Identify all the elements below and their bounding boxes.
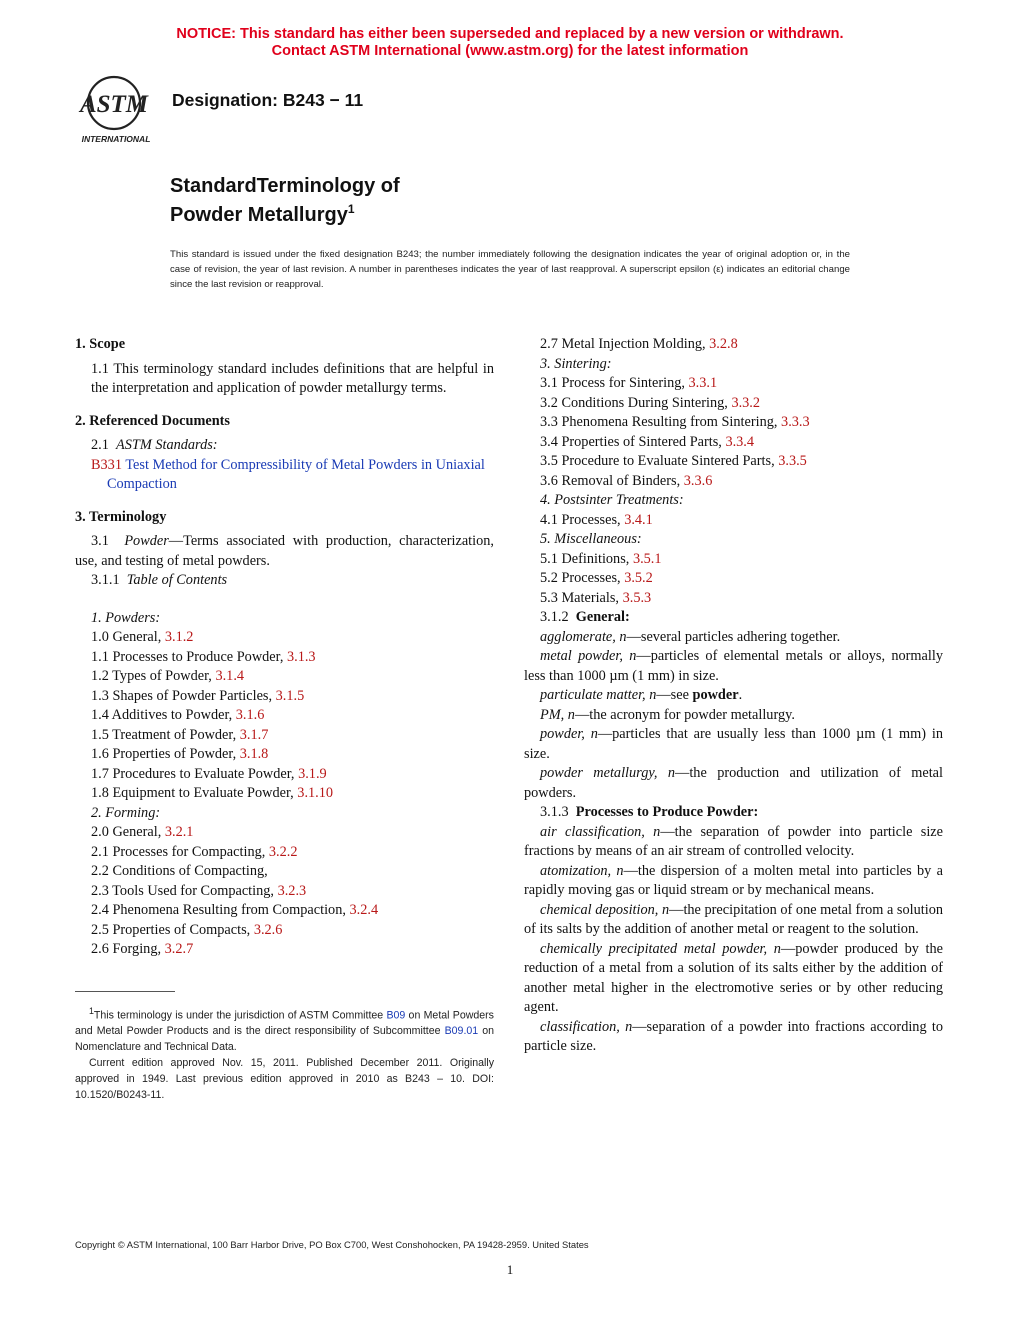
logo-international: INTERNATIONAL bbox=[81, 134, 151, 144]
section-heading-referenced-documents: 2. Referenced Documents bbox=[75, 412, 230, 429]
toc-item bbox=[75, 628, 494, 648]
definition-term: PM, n bbox=[540, 706, 575, 723]
toc-section-link[interactable]: 3.1.7 bbox=[239, 726, 269, 743]
definition-term: atomization, n bbox=[540, 862, 624, 879]
toc-item bbox=[524, 413, 943, 433]
definition-text: —the acronym for powder metallurgy. bbox=[574, 706, 795, 723]
toc-item-label: 2.1 Processes for Compacting, bbox=[91, 843, 269, 860]
page-number: 1 bbox=[506, 1262, 514, 1277]
toc-item-label: 1.2 Types of Powder, bbox=[91, 668, 216, 684]
toc-item bbox=[524, 589, 943, 609]
toc-item bbox=[524, 472, 943, 492]
notice-line-2: Contact ASTM International (www.astm.org) for the latest information bbox=[271, 43, 749, 59]
toc-item bbox=[75, 687, 494, 707]
toc-section-link[interactable]: 3.3.1 bbox=[688, 375, 718, 391]
toc-heading-sintering: 3. Sintering: bbox=[540, 355, 612, 372]
process-definitions bbox=[524, 823, 943, 1057]
subsection-heading-general: 3.1.2 General: bbox=[540, 609, 630, 625]
scope-paragraph: 1.1 This terminology standard includes definitions that are helpful in the interpretation and application of powder metallurgy terms. bbox=[91, 360, 494, 396]
terminology-paragraph: 3.1 Powder—Terms associated with production, characterization, use, and testing of metal powders. bbox=[75, 533, 495, 569]
toc-heading-powders: 1. Powders: bbox=[91, 609, 161, 626]
toc-item-label: 3.4 Properties of Sintered Parts, bbox=[540, 433, 726, 450]
toc-forming-list-continued bbox=[524, 335, 943, 355]
toc-item-label: 1.1 Processes to Produce Powder, bbox=[91, 648, 287, 665]
definition-entry bbox=[524, 940, 943, 1018]
definition-cross-reference: powder bbox=[692, 687, 739, 703]
definition-text: —particles of elemental metals or alloys, normally less than 1000 µm (1 mm) in size. bbox=[524, 648, 943, 684]
toc-section-link[interactable]: 3.2.3 bbox=[277, 882, 307, 899]
definition-term: particulate matter, n bbox=[540, 687, 657, 703]
definition-text: —separation of a powder into fractions according to particle size. bbox=[524, 1018, 943, 1054]
supersede-notice bbox=[0, 26, 1020, 60]
toc-section-link[interactable]: 3.2.7 bbox=[164, 941, 194, 957]
toc-item-label: 2.6 Forging, bbox=[91, 941, 165, 957]
footnote-paragraph-2: Current edition approved Nov. 15, 2011. Published December 2011. Originally approved in 1949. Last previous edition approved in 2010 as B243 – 10. DOI: 10.1520/B0243-11. bbox=[75, 1056, 494, 1101]
definition-text: —powder produced by the reduction of a metal from a solution of its salts either by the addition of another metal higher in the electromotive series or by other reducing agent. bbox=[524, 940, 944, 1015]
toc-section-link[interactable]: 3.1.3 bbox=[286, 648, 316, 665]
footnote bbox=[75, 1004, 494, 1103]
footnote-rule bbox=[75, 991, 175, 992]
definition-term: air classification, n bbox=[540, 823, 661, 840]
subcommittee-b0901-link[interactable]: B09.01 bbox=[444, 1025, 479, 1038]
toc-section-link[interactable]: 3.3.2 bbox=[731, 394, 761, 411]
toc-section-link[interactable]: 3.1.5 bbox=[275, 687, 305, 704]
toc-section-link[interactable]: 3.3.5 bbox=[778, 453, 807, 469]
definition-term: chemical deposition, n bbox=[540, 901, 670, 918]
toc-section-link[interactable]: 3.4.1 bbox=[624, 511, 653, 528]
definition-text: —the precipitation of one metal from a solution of its salts by the addition of another metal or reagent to the solution. bbox=[524, 901, 943, 937]
subsection-heading-processes: 3.1.3 Processes to Produce Powder: bbox=[540, 804, 759, 820]
definition-text: —see bbox=[656, 687, 693, 703]
title-line-2: Powder Metallurgy$^1$ bbox=[170, 202, 355, 226]
toc-item-label: 3.6 Removal of Binders, bbox=[540, 472, 684, 489]
toc-section-link[interactable]: 3.2.4 bbox=[349, 902, 379, 918]
definition-entry bbox=[524, 706, 943, 726]
toc-item bbox=[524, 511, 943, 531]
toc-item bbox=[75, 667, 494, 687]
toc-item bbox=[75, 940, 494, 960]
toc-item-label: 1.0 General, bbox=[91, 629, 165, 645]
toc-section-link[interactable]: 3.1.9 bbox=[298, 765, 327, 782]
toc-section-link[interactable]: 3.2.1 bbox=[164, 824, 194, 840]
toc-item bbox=[524, 550, 943, 570]
toc-item-label: 2.2 Conditions of Compacting, bbox=[91, 863, 268, 879]
toc-item bbox=[75, 862, 494, 882]
definition-entry bbox=[524, 647, 943, 686]
toc-item bbox=[75, 901, 494, 921]
notice-line-1: NOTICE: This standard has either been superseded and replaced by a new version or withdrawn. bbox=[176, 26, 844, 42]
definition-text: —the dispersion of a molten metal into particles by a rapidly moving gas or liquid stream or by mechanical means. bbox=[524, 862, 943, 898]
toc-item-label: 1.5 Treatment of Powder, bbox=[91, 726, 240, 743]
definition-entry bbox=[524, 1018, 943, 1057]
toc-heading-postsinter: 4. Postsinter Treatments: bbox=[540, 492, 684, 508]
toc-section-link[interactable]: 3.1.8 bbox=[239, 746, 269, 762]
toc-item bbox=[75, 648, 494, 668]
astm-logo bbox=[70, 72, 162, 146]
toc-item-label: 2.3 Tools Used for Compacting, bbox=[91, 882, 278, 899]
general-definitions bbox=[524, 628, 943, 804]
definition-term: classification, n bbox=[540, 1018, 633, 1035]
toc-sintering-list bbox=[524, 374, 943, 491]
toc-item-label: 5.2 Processes, bbox=[540, 570, 625, 586]
toc-section-link[interactable]: 3.5.3 bbox=[622, 589, 652, 606]
toc-item bbox=[75, 823, 494, 843]
title-footnote-mark[interactable]: 1 bbox=[347, 202, 355, 216]
definition-text: —the production and utilization of metal powders. bbox=[524, 765, 943, 801]
toc-item bbox=[75, 921, 494, 941]
toc-item-label: 1.7 Procedures to Evaluate Powder, bbox=[91, 765, 299, 782]
toc-item-label: 5.1 Definitions, bbox=[540, 550, 633, 567]
toc-item bbox=[524, 433, 943, 453]
toc-item bbox=[75, 726, 494, 746]
toc-item-label: 3.3 Phenomena Resulting from Sintering, bbox=[540, 414, 782, 430]
toc-section-link[interactable]: 3.3.3 bbox=[781, 414, 810, 430]
toc-label: 3.1.1 Table of Contents bbox=[91, 572, 228, 588]
toc-item bbox=[75, 765, 494, 785]
copyright-line: Copyright © ASTM International, 100 Barr Harbor Drive, PO Box C700, West Conshohocken, PA 19428-2959. United States bbox=[75, 1239, 589, 1250]
definition-text: —the separation of powder into particle size fractions by means of an air stream of controlled velocity. bbox=[524, 823, 944, 859]
designation: Designation: B243 − 11 bbox=[172, 90, 364, 110]
toc-forming-list bbox=[75, 823, 494, 960]
toc-item-label: 2.7 Metal Injection Molding, bbox=[540, 336, 710, 352]
toc-item-label: 3.2 Conditions During Sintering, bbox=[540, 394, 732, 411]
definition-term: chemically precipitated metal powder, n bbox=[540, 940, 781, 957]
definition-text: —several particles adhering together. bbox=[626, 628, 841, 645]
toc-section-link[interactable]: 3.3.4 bbox=[725, 433, 755, 450]
definition-entry bbox=[524, 901, 943, 940]
toc-item-label: 2.5 Properties of Compacts, bbox=[91, 921, 254, 938]
toc-item bbox=[75, 843, 494, 863]
definition-entry bbox=[524, 862, 943, 901]
definition-term: powder metallurgy, n bbox=[540, 765, 676, 781]
document-title bbox=[170, 175, 400, 227]
toc-section-link[interactable]: 3.2.8 bbox=[709, 336, 738, 352]
toc-section-link[interactable]: 3.1.6 bbox=[235, 707, 265, 723]
toc-item bbox=[75, 882, 494, 902]
definition-entry bbox=[524, 823, 943, 862]
committee-b09-link[interactable]: B09 bbox=[386, 1009, 406, 1022]
definition-entry bbox=[524, 725, 943, 764]
title-line-1: StandardTerminology of bbox=[170, 175, 400, 197]
toc-item-label: 2.0 General, bbox=[91, 824, 165, 840]
definition-term: metal powder, n bbox=[540, 648, 637, 664]
section-heading-scope: 1. Scope bbox=[75, 336, 126, 352]
toc-section-link[interactable]: 3.1.10 bbox=[297, 785, 334, 801]
logo-letters: ASTM bbox=[79, 91, 149, 118]
toc-item-label: 1.3 Shapes of Powder Particles, bbox=[91, 687, 276, 704]
toc-item bbox=[524, 452, 943, 472]
toc-item-label: 3.5 Procedure to Evaluate Sintered Parts, bbox=[540, 453, 779, 469]
definition-entry bbox=[524, 764, 943, 803]
toc-postsinter-list bbox=[524, 511, 943, 531]
toc-item-label: 2.4 Phenomena Resulting from Compaction, bbox=[91, 902, 350, 918]
toc-section-link[interactable]: 3.2.2 bbox=[268, 843, 298, 860]
preamble: This standard is issued under the fixed designation B243; the number immediately following the designation indicates the year of original adoption or, in the case of revision, the year of last revision. A number in parentheses indicates the year of last reapproval. A superscript epsilon (ε) indicates an editorial change since the last revision or reapproval. bbox=[170, 249, 850, 290]
reference-b331-link[interactable]: B331 Test Method for Compressibility of Metal Powders in Uniaxial Compaction bbox=[91, 456, 485, 492]
toc-section-link[interactable]: 3.5.1 bbox=[632, 550, 662, 567]
definition-term: agglomerate, n bbox=[540, 628, 627, 645]
toc-misc-list bbox=[524, 550, 943, 609]
definition-entry bbox=[524, 628, 943, 648]
toc-heading-forming: 2. Forming: bbox=[91, 804, 161, 821]
toc-item bbox=[524, 335, 943, 355]
definition-term: powder, n bbox=[540, 726, 598, 742]
toc-item bbox=[524, 374, 943, 394]
toc-section-link[interactable]: 3.2.6 bbox=[253, 921, 283, 938]
toc-item bbox=[524, 569, 943, 589]
toc-item bbox=[75, 784, 494, 804]
toc-item-label: 1.4 Additives to Powder, bbox=[91, 707, 236, 723]
toc-item-label: 4.1 Processes, bbox=[540, 511, 625, 528]
definition-text: —particles that are usually less than 1000 µm (1 mm) in size. bbox=[524, 726, 944, 762]
toc-section-link[interactable]: 3.3.6 bbox=[683, 472, 713, 489]
toc-item-label: 3.1 Process for Sintering, bbox=[540, 375, 689, 391]
toc-item bbox=[75, 745, 494, 765]
footnote-paragraph-1: $^1$This terminology is under the jurisdiction of ASTM Committee B09 on Metal Powders and Metal Powder Products and is the direct responsibility of Subcommittee B09.01 on Nomenclature and Technical Data. bbox=[75, 1006, 495, 1054]
toc-item bbox=[524, 394, 943, 414]
toc-heading-misc: 5. Miscellaneous: bbox=[540, 531, 642, 547]
astm-standards-label: 2.1 ASTM Standards: bbox=[91, 437, 218, 453]
section-heading-terminology: 3. Terminology bbox=[75, 508, 167, 525]
toc-powders-list bbox=[75, 628, 494, 804]
left-column bbox=[75, 335, 494, 960]
toc-item-label: 1.8 Equipment to Evaluate Powder, bbox=[91, 785, 298, 801]
definition-entry bbox=[524, 686, 943, 706]
toc-item-label: 1.6 Properties of Powder, bbox=[91, 746, 240, 762]
toc-item bbox=[75, 706, 494, 726]
right-column bbox=[524, 335, 943, 1057]
toc-section-link[interactable]: 3.1.4 bbox=[215, 668, 245, 684]
definition-tail: . bbox=[738, 687, 743, 703]
toc-item-label: 5.3 Materials, bbox=[540, 589, 623, 606]
toc-section-link[interactable]: 3.1.2 bbox=[164, 629, 194, 645]
toc-section-link[interactable]: 3.5.2 bbox=[624, 570, 653, 586]
